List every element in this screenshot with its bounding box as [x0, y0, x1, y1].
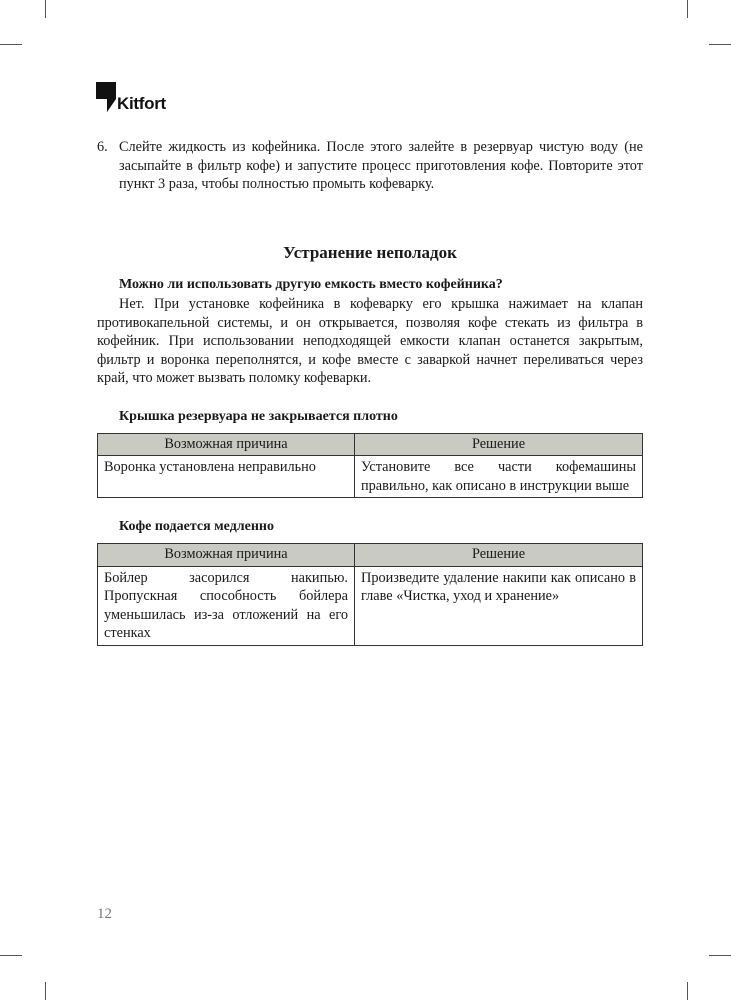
crop-mark: [709, 44, 731, 45]
troubleshooting-table-lid: [97, 433, 643, 499]
table-heading-lid: Крышка резервуара не закрывается плотно: [119, 408, 398, 424]
solution-cell: Произведите удаление накипи как описано в главе «Чистка, уход и хранение»: [355, 566, 643, 645]
section-title: Устранение неполадок: [283, 242, 457, 262]
cause-cell: Бойлер засорился накипью. Пропускная способность бойлера уменьшилась из-за отложений на его стенках: [98, 566, 355, 645]
crop-mark: [0, 44, 22, 45]
cause-cell: Воронка установлена неправильно: [98, 456, 355, 498]
page-number: 12: [97, 906, 112, 922]
faq-answer: Нет. При установке кофейника в кофеварку его крышка нажимает на клапан противокапельной системы, и он открывается, позволяя кофе стекать из фильтра в кофейник. При использовании неподходящей емкости клапан останется закрытым, фильтр и воронка переполнятся, и кофе вместе с заваркой начнет переливаться через край, что может вызвать поломку кофеварки.: [97, 295, 643, 387]
instruction-step: [97, 138, 643, 194]
brand-name: Kitfort: [117, 94, 166, 113]
crop-mark: [0, 955, 22, 956]
kitfort-logo-icon: [96, 82, 116, 112]
faq-question: Можно ли использовать другую емкость вместо кофейника?: [119, 277, 503, 293]
step-number: 6.: [97, 139, 108, 155]
brand-logo: [96, 82, 166, 112]
crop-mark: [45, 982, 46, 1000]
step-text: Слейте жидкость из кофейника. После этого залейте в резервуар чистую воду (не засыпайте в фильтр кофе) и запустите процесс приготовления кофе. Повторите этот пункт 3 раза, чтобы полностью промыть кофеварку.: [119, 139, 643, 193]
crop-mark: [709, 955, 731, 956]
table-row: [98, 566, 643, 645]
table-header-row: [98, 433, 643, 456]
table-heading-slow: Кофе подается медленно: [119, 519, 274, 535]
troubleshooting-table-slow: [97, 543, 643, 646]
column-header-cause: Возможная причина: [98, 433, 355, 456]
crop-mark: [687, 982, 688, 1000]
table-header-row: [98, 543, 643, 566]
column-header-solution: Решение: [355, 433, 643, 456]
crop-mark: [687, 0, 688, 18]
solution-cell: Установите все части кофемашины правильно, как описано в инструкции выше: [355, 456, 643, 498]
table-row: [98, 456, 643, 498]
column-header-solution: Решение: [355, 543, 643, 566]
page-content: [97, 138, 643, 646]
column-header-cause: Возможная причина: [98, 543, 355, 566]
crop-mark: [45, 0, 46, 18]
